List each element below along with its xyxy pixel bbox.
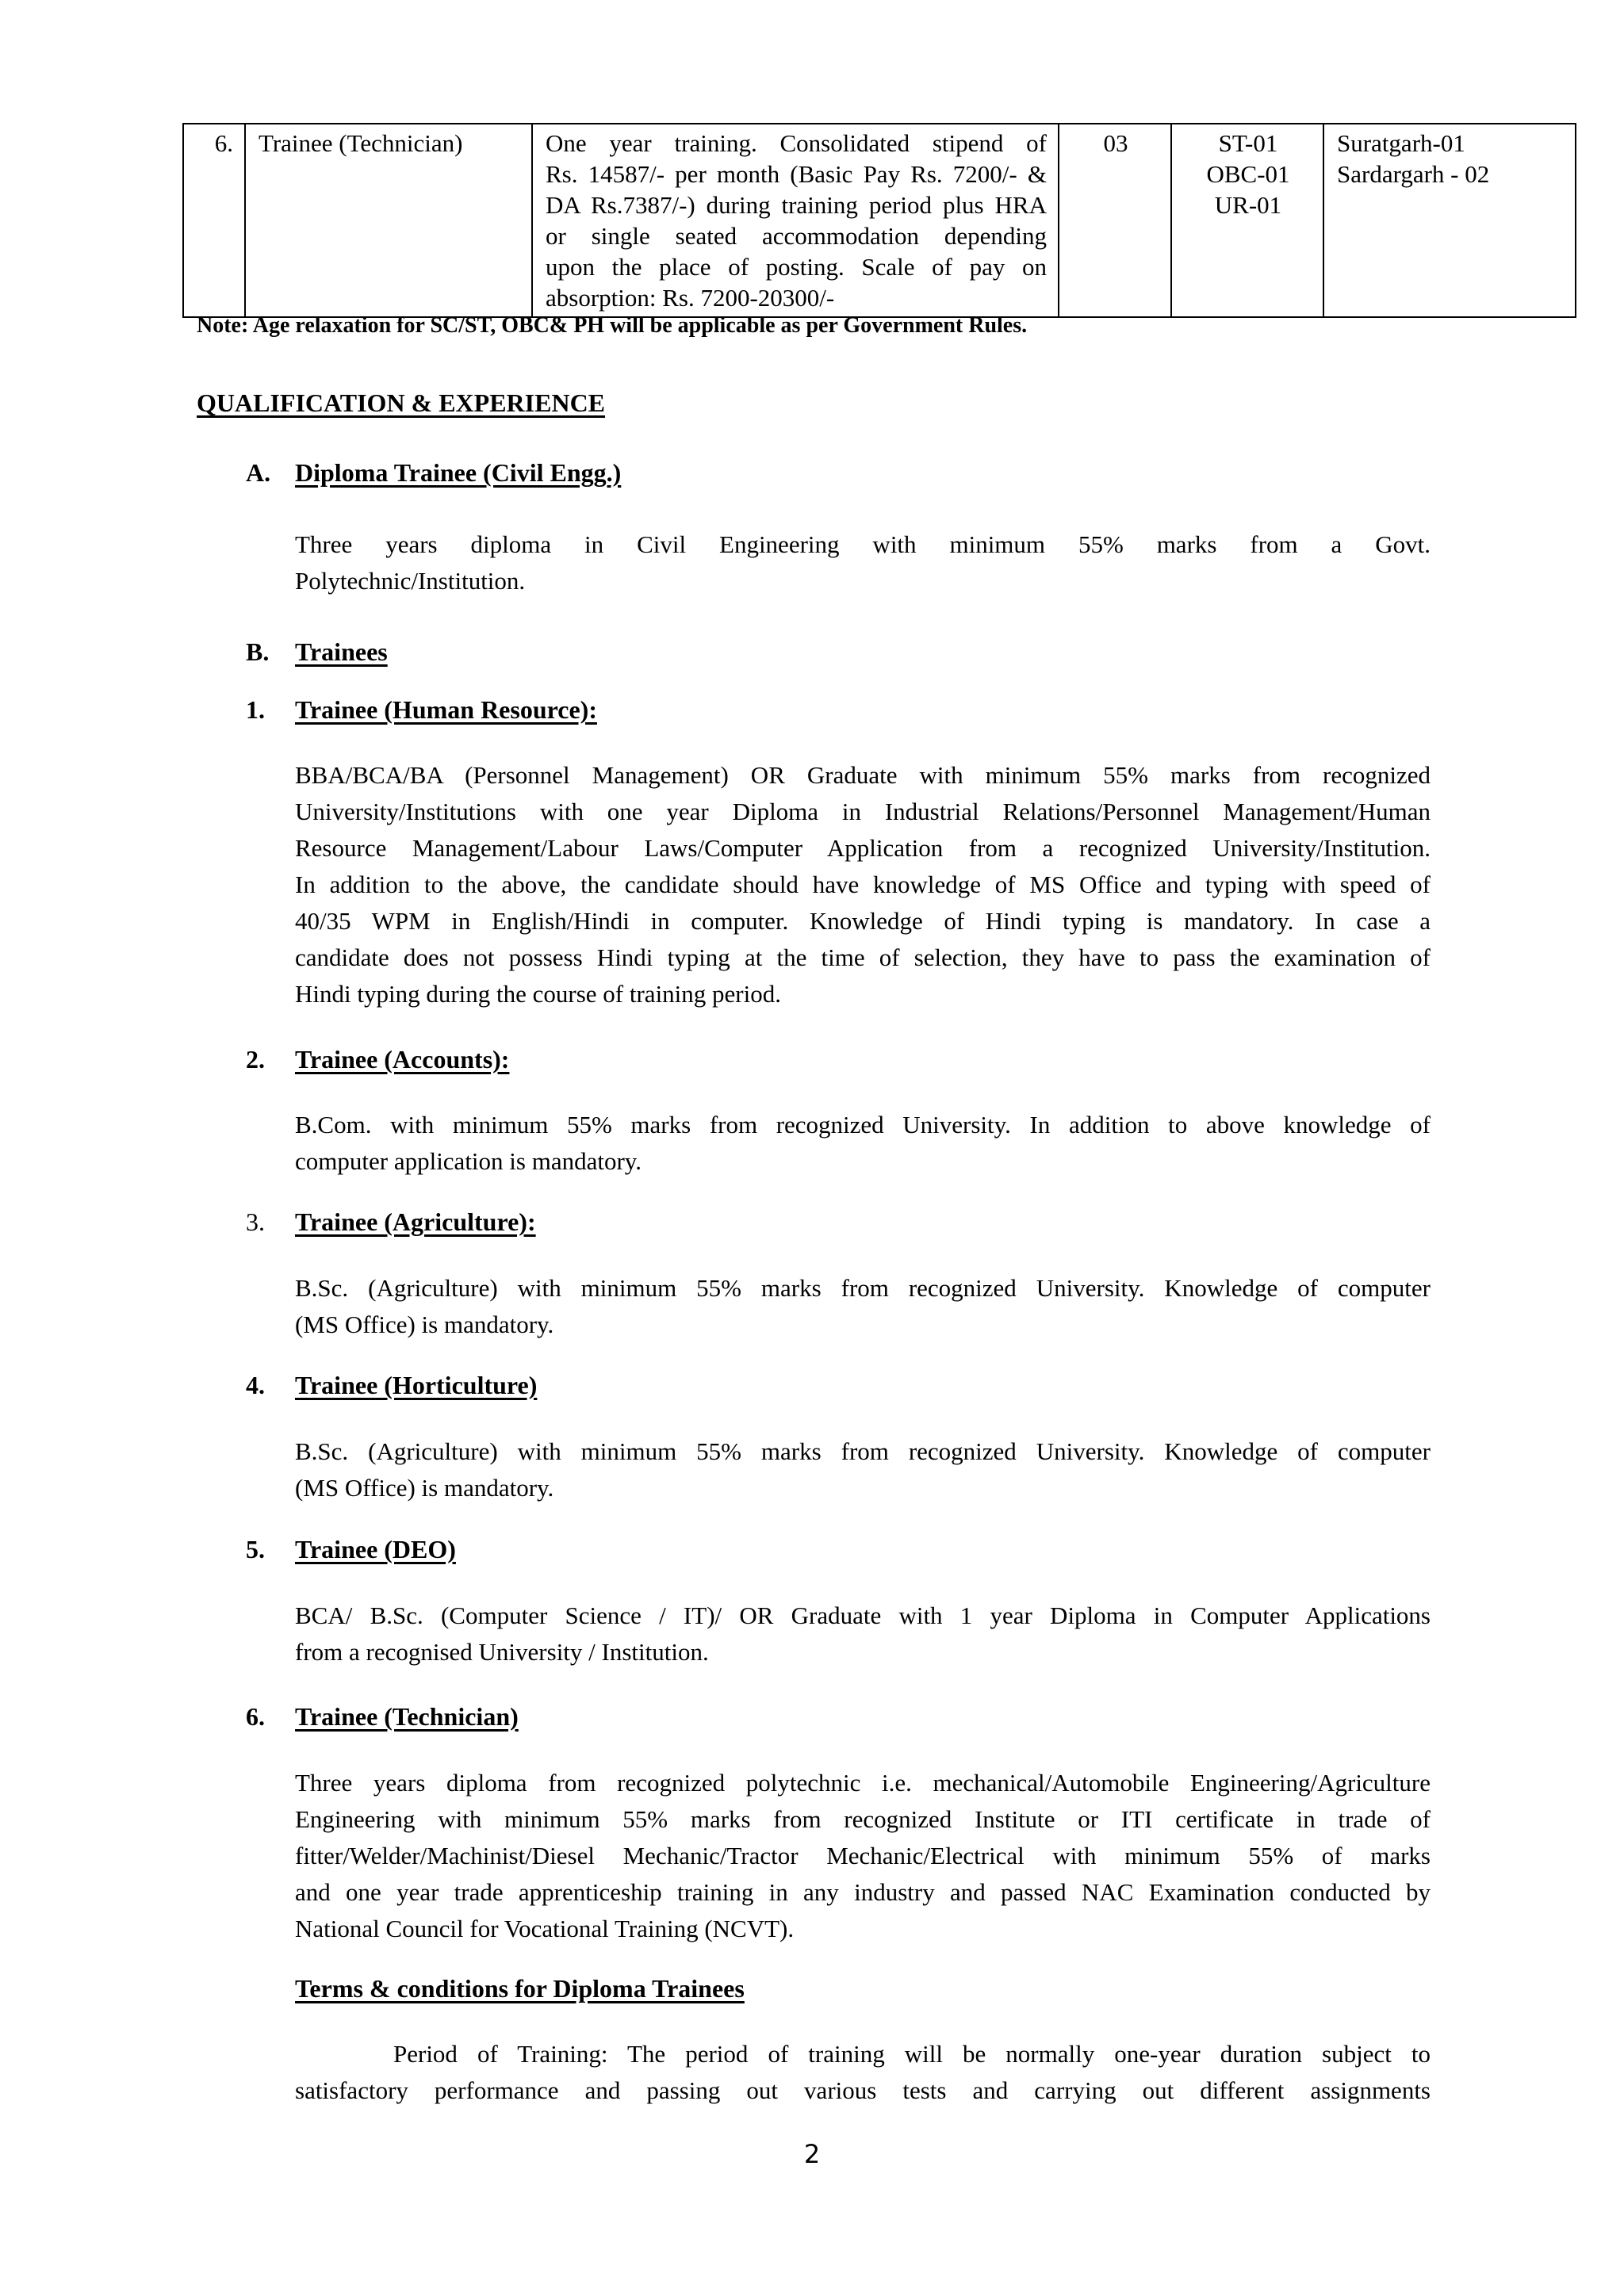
desc-line: absorption: Rs. 7200-20300/- [546,284,835,312]
section-b-label: B. [246,637,270,666]
item-3-text [295,1270,1431,1343]
item-1-title: Trainee (Human Resource): [295,695,597,724]
text-line: Polytechnic/Institution. [295,567,526,595]
text-line: Three years diploma from recognized polytechnic i.e. mechanical/Automobile Engineering/Agriculture [295,1769,1431,1797]
reservation-ur: UR-01 [1214,191,1282,219]
desc-line: One year training. Consolidated stipend of [546,129,1047,157]
posts-table [182,123,1576,318]
text-line: fitter/Welder/Machinist/Diesel Mechanic/Tractor Mechanic/Electrical with minimum 55% of marks [295,1842,1431,1869]
terms-text [295,2036,1431,2109]
text-line: satisfactory performance and passing out various tests and carrying out different assignments [295,2076,1431,2104]
item-1-label: 1. [246,695,265,724]
text-line: (MS Office) is mandatory. [295,1474,554,1502]
text-line: from a recognised University / Institution. [295,1638,709,1666]
item-3-label: 3. [246,1207,265,1236]
desc-line: or single seated accommodation depending [546,222,1047,250]
text-line: Hindi typing during the course of training period. [295,980,781,1008]
serial-number-cell: 6. [183,124,245,317]
item-2-label: 2. [246,1045,265,1073]
text-line: University/Institutions with one year Diploma in Industrial Relations/Personnel Management/Human [295,798,1431,825]
text-line: BBA/BCA/BA (Personnel Management) OR Graduate with minimum 55% marks from recognized [295,761,1431,789]
item-5-label: 5. [246,1535,265,1563]
location-sardargarh: Sardargarh - 02 [1337,160,1490,188]
item-1-text [295,757,1431,1012]
reservation-cell [1171,124,1323,317]
section-b-title: Trainees [295,637,388,666]
text-line: National Council for Vocational Training (NCVT). [295,1915,795,1942]
text-line: In addition to the above, the candidate should have knowledge of MS Office and typing with speed of [295,871,1431,898]
item-2-text [295,1107,1431,1180]
reservation-st: ST-01 [1218,129,1278,157]
desc-line: upon the place of posting. Scale of pay on [546,253,1047,281]
training-details-cell [532,124,1059,317]
desc-line: Rs. 14587/- per month (Basic Pay Rs. 7200/- & [546,160,1047,188]
item-4-text [295,1433,1431,1506]
section-a-text [295,526,1431,599]
text-line: B.Sc. (Agriculture) with minimum 55% marks from recognized University. Knowledge of computer [295,1437,1431,1465]
text-line: candidate does not possess Hindi typing at the time of selection, they have to pass the examination of [295,943,1431,971]
post-name-cell: Trainee (Technician) [245,124,532,317]
age-relaxation-note: Note: Age relaxation for SC/ST, OBC& PH will be applicable as per Government Rules. [197,313,1028,338]
item-6-title: Trainee (Technician) [295,1702,519,1731]
item-2-title: Trainee (Accounts): [295,1045,510,1073]
desc-line: DA Rs.7387/-) during training period plus HRA [546,191,1047,219]
vacancies-cell: 03 [1059,124,1171,317]
text-line: Engineering with minimum 55% marks from recognized Institute or ITI certificate in trade of [295,1805,1431,1833]
page-number: 2 [803,2139,821,2169]
item-3-title: Trainee (Agriculture): [295,1207,536,1236]
text-line: Three years diploma in Civil Engineering with minimum 55% marks from a Govt. [295,530,1431,558]
item-4-title: Trainee (Horticulture) [295,1371,538,1399]
item-5-text [295,1598,1431,1670]
text-line: BCA/ B.Sc. (Computer Science / IT)/ OR Graduate with 1 year Diploma in Computer Applications [295,1601,1431,1629]
text-line: computer application is mandatory. [295,1147,642,1175]
item-6-label: 6. [246,1702,265,1731]
text-line: 40/35 WPM in English/Hindi in computer. Knowledge of Hindi typing is mandatory. In case a [295,907,1431,935]
item-4-label: 4. [246,1371,265,1399]
section-a-title: Diploma Trainee (Civil Engg.) [295,458,622,487]
table-row [183,124,1576,317]
text-line: (MS Office) is mandatory. [295,1311,554,1338]
text-line: Resource Management/Labour Laws/Computer Application from a recognized University/Institution. [295,834,1431,862]
text-line: B.Com. with minimum 55% marks from recognized University. In addition to above knowledge of [295,1111,1431,1138]
text-line: B.Sc. (Agriculture) with minimum 55% marks from recognized University. Knowledge of computer [295,1274,1431,1302]
text-line: and one year trade apprenticeship training in any industry and passed NAC Examination conducted by [295,1878,1431,1906]
item-6-text [295,1765,1431,1947]
location-suratgarh: Suratgarh-01 [1337,129,1465,157]
reservation-obc: OBC-01 [1206,160,1290,188]
section-a-label: A. [246,458,271,487]
terms-title: Terms & conditions for Diploma Trainees [295,1974,745,2003]
location-cell [1323,124,1576,317]
section-heading: QUALIFICATION & EXPERIENCE [197,388,606,417]
item-5-title: Trainee (DEO) [295,1535,456,1563]
text-line: Period of Training: The period of training will be normally one-year duration subject to [393,2040,1431,2068]
